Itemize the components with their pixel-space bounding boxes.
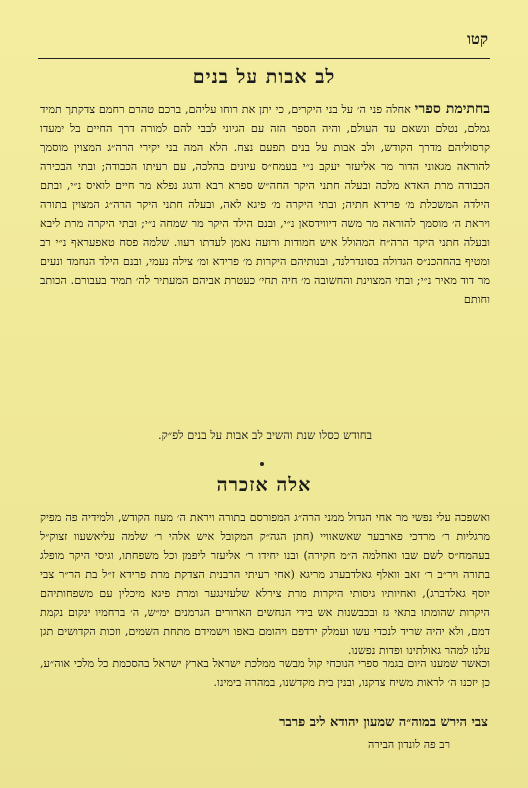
date-line: בחודש כסלו שנת והשיב לב אבות על בנים לפ״ק. [157, 428, 373, 442]
section-title: אלה אזכרה [216, 474, 312, 496]
header-rule [38, 58, 490, 59]
page-number: קטו [467, 30, 488, 48]
page-title: לב אבות על בנים [192, 66, 336, 88]
closing-text: וכאשר שמענו היום בגמר ספרי הנוכחי קול מבשר ממלכת ישראל בארץ ישראל בהסכמת כל מלכי אוה״ע, כן יזכנו ה׳ לראות משיח צדקנו, ובנין בית מקדשנו, במהרה בימינו. [40, 657, 490, 689]
dedication-text: אחלה פני ה׳ על בני היקרים, כי יתן את רוחו עליהם, ברכם טהרם רחמם צדקתך תמיד גמלם, נטלם ונשאם עד העולם, והיה הספר הזה עם הגיוני לבבי להם למורה דרך החיים בל ימעדו קרסוליהם מדרך הקודש, ולב אבות על בנים תפעם נצח. הלא המה בני יקירי הרה״ג המצוין מוסמך להוראה מגאוני הדור מר אליעזר יעקב נ״י בעמח״ס עיונים בהלכה, עם רעיתו הכבודה; ובתי הבכירה הכבודה מרת האדא מלכה ובעלה חתני היקר החה״ש ספרא רבא ודגוג נפלא מר חיים לואיס נ״י, ובתם הילדה המשכלת מ׳ פרידא חתיה; ובתי היקרה מ׳ פיגא לאה, ובעלה חתני היקר הרה״ג המצוין בתורה ויראת ה׳ מוסמך להוראה מר משה דיווידסאן נ״י, ובנם הילד היקר מר שמחה נ״י; ובתי היקרה מרת ליבא ובעלה חתני היקר הרה״ח המהולל איש חמודות ורועה נאמן לעדתו רעוו. שלמה פסח טאפעראף נ״י רב ומטיף בהחהכנ״ס הגדולה בסונדרלנד, ובנותיהם היקרות מ׳ פרידא ומ׳ צילה נעמי, ובנם הילד הנחמד ונעים מר דוד מאיר נ״י; ובתי המצוינת והחשובה מ׳ חיה תחי׳ כעטרת אביהם המעתיר לה׳ תמיד בעבורם. הכותב וחותם [40, 103, 490, 306]
signature-name: צבי הירש במוה״ה שמעון יהודא ליב פרבר [279, 715, 488, 730]
dedication-paragraph [40, 100, 490, 309]
dedication-lead: בחתימת ספרי [414, 101, 490, 117]
memorial-text: ואשפכה עלי נפשי מר אחי הגדול ממני הרה״ג המפורסם בתורה ויראת ה׳ מעוז הקודש, ולמידיה פה מפיק מרגליות ר׳ מרדכי פארבער שאשאוויי (חתן הגה״ק המקובל איש אלהי ר׳ שלמה עליאשעוו זצוק״ל בעהמח״ס לשם שבו ואחלמה ה״מ חקירה) ובנו יחידו ר׳ אליעזר ליפמן וכל משפחתו, וגיסי היקר מופלג בתורה ויר״ב ר׳ זאב וואלף גאלדבערג מריגא (אחי רעיתי הרבנית הצדקת מרת פרידא ז״ל בת הר״ר צבי יוסף גאלדברג), ואחיותיו גיסותי היקרות מרת צירלא שלעזינגער ומרת פיגא מיכלין עם משפחותיהם היקרות שהומתו בתאי גז ובכבשנות אש בידי הנחשים הארורים הגרמנים ימ״ש, ה׳ ברחמיו ינקום נקמת דמם, ולא יהיה שריד לנכדי עשו ועמלק ירדפם ויהומם באפו וישמידם מתחת השמים, וזכות הקדושים תגן עלנו למהר גאולתינו ופדות נפשנו. [40, 511, 490, 657]
separator-dot [260, 462, 264, 466]
signature-place: רב פה לונדון הבירה [368, 738, 450, 751]
closing-paragraph [40, 654, 490, 692]
memorial-paragraph [40, 508, 490, 660]
